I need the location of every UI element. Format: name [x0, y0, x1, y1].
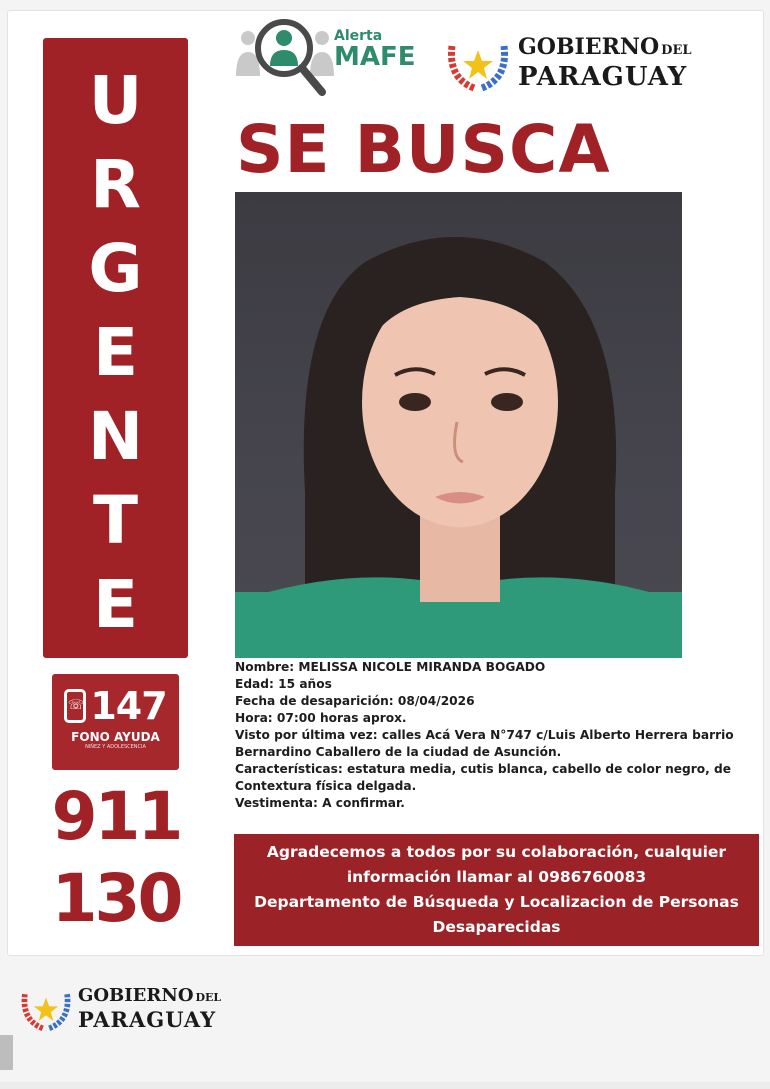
- urgent-letter: R: [90, 146, 141, 223]
- banner-line: Agradecemos a todos por su colaboración, cualquier: [266, 843, 727, 861]
- gobierno-text: GOBIERNO: [518, 34, 660, 60]
- magnifier-person-icon: [236, 16, 336, 101]
- portrait-image: [235, 192, 682, 658]
- gobierno-logo-header: [446, 34, 692, 92]
- person-details: [235, 659, 735, 812]
- urgent-letter: U: [88, 62, 143, 139]
- alerta-text: Alerta: [334, 28, 383, 44]
- gobierno-text: GOBIERNO: [78, 984, 194, 1006]
- page-bottom-edge: [0, 1082, 770, 1089]
- paraguay-text: PARAGUAY: [518, 62, 688, 92]
- mafe-text: MAFE: [334, 42, 416, 72]
- urgent-letter: G: [88, 230, 143, 307]
- missing-person-photo: [235, 192, 682, 658]
- star-wreath-icon: [446, 34, 510, 92]
- detail-clothing: Vestimenta: A confirmar.: [235, 796, 405, 810]
- detail-last-seen: Visto por última vez: calles Acá Vera N°747 c/Luis Alberto Herrera barrio Bernardino Caballero de la ciudad de Asunción.: [235, 728, 734, 759]
- emergency-number-911: 911: [51, 778, 181, 855]
- fono-sublabel: NIÑEZ Y ADOLESCENCIA: [85, 744, 146, 750]
- banner-phone-line: información llamar al 0986760083: [346, 868, 647, 886]
- contact-banner: [234, 834, 759, 946]
- page-title: SE BUSCA: [236, 111, 611, 188]
- banner-line: Desaparecidas: [432, 918, 561, 936]
- emergency-number-130: 130: [51, 860, 181, 937]
- banner-line: Departamento de Búsqueda y Localizacion de Personas: [254, 893, 739, 911]
- alerta-mafe-logo: [236, 16, 416, 101]
- paraguay-text: PARAGUAY: [78, 1006, 217, 1032]
- detail-features: Características: estatura media, cutis blanca, cabello de color negro, de Contextura física delgada.: [235, 762, 731, 793]
- detail-date: Fecha de desaparición: 08/04/2026: [235, 694, 475, 708]
- star-wreath-icon: [20, 984, 72, 1032]
- scrollbar-thumb[interactable]: [0, 1035, 13, 1070]
- detail-time: Hora: 07:00 horas aprox.: [235, 711, 407, 725]
- phone-icon: ☏: [64, 689, 86, 723]
- gobierno-logo-footer: [20, 984, 221, 1032]
- del-text: DEL: [195, 990, 222, 1004]
- detail-name: Nombre: MELISSA NICOLE MIRANDA BOGADO: [235, 660, 546, 674]
- urgent-letter: T: [92, 482, 139, 559]
- urgent-letter: N: [87, 398, 144, 475]
- urgent-letter: E: [92, 566, 139, 643]
- del-text: DEL: [661, 43, 692, 58]
- urgent-letter: E: [92, 314, 139, 391]
- urgent-banner: [43, 38, 188, 658]
- detail-age: Edad: 15 años: [235, 677, 332, 691]
- fono-label: FONO AYUDA: [71, 730, 160, 744]
- fono-number: 147: [90, 684, 167, 728]
- fono-ayuda-badge: [52, 674, 179, 770]
